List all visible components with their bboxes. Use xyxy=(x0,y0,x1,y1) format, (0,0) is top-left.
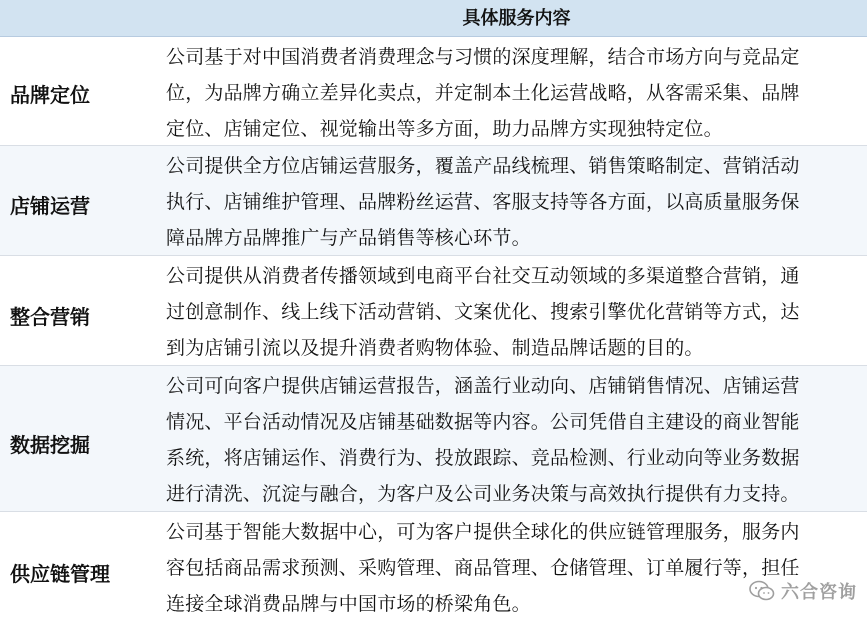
description-line: 公司基于对中国消费者消费理念与习惯的深度理解，结合市场方向与竞品定 xyxy=(166,46,800,68)
description-line: 进行清洗、沉淀与融合，为客户及公司业务决策与高效执行提供有力支持。 xyxy=(166,483,800,505)
table-row-supply-chain xyxy=(0,512,867,622)
description-line: 执行、店铺维护管理、品牌粉丝运营、客服支持等各方面，以高质量服务保 xyxy=(166,191,800,213)
description-line: 到为店铺引流以及提升消费者购物体验、制造品牌话题的目的。 xyxy=(166,337,704,359)
row-description xyxy=(166,148,860,256)
description-line: 情况、平台活动情况及店铺基础数据等内容。公司凭借自主建设的商业智能 xyxy=(166,411,800,433)
watermark xyxy=(749,578,857,604)
description-line: 容包括商品需求预测、采购管理、商品管理、仓储管理、订单履行等，担任 xyxy=(166,557,800,579)
row-description xyxy=(166,368,860,512)
description-line: 系统，将店铺运作、消费行为、投放跟踪、竞品检测、行业动向等业务数据 xyxy=(166,447,800,469)
table-row-store-operation xyxy=(0,146,867,256)
row-label: 店铺运营 xyxy=(10,194,90,218)
description-line: 公司提供全方位店铺运营服务，覆盖产品线梳理、销售策略制定、营销活动 xyxy=(166,155,800,177)
table-row-data-mining xyxy=(0,366,867,512)
row-label: 供应链管理 xyxy=(10,562,110,586)
table-header xyxy=(0,0,867,37)
description-line: 过创意制作、线上线下活动营销、文案优化、搜索引擎优化营销等方式，达 xyxy=(166,301,800,323)
description-line: 连接全球消费品牌与中国市场的桥梁角色。 xyxy=(166,593,531,615)
watermark-text: 六合咨询 xyxy=(781,582,857,603)
description-line: 公司提供从消费者传播领域到电商平台社交互动领域的多渠道整合营销，通 xyxy=(166,265,800,287)
row-label: 整合营销 xyxy=(10,305,90,329)
row-label: 数据挖掘 xyxy=(10,433,90,457)
description-line: 公司基于智能大数据中心，可为客户提供全球化的供应链管理服务，服务内 xyxy=(166,521,800,543)
row-label: 品牌定位 xyxy=(10,83,90,107)
table-row-integrated-marketing xyxy=(0,256,867,366)
row-description xyxy=(166,39,860,147)
wechat-icon xyxy=(749,580,775,602)
description-line: 位，为品牌方确立差异化卖点，并定制本土化运营战略，从客需采集、品牌 xyxy=(166,82,800,104)
row-description xyxy=(166,258,860,366)
table-row-brand-positioning xyxy=(0,37,867,146)
row-description xyxy=(166,514,860,622)
description-line: 定位、店铺定位、视觉输出等多方面，助力品牌方实现独特定位。 xyxy=(166,118,723,140)
description-line: 障品牌方品牌推广与产品销售等核心环节。 xyxy=(166,227,531,249)
description-line: 公司可向客户提供店铺运营报告，涵盖行业动向、店铺销售情况、店铺运营 xyxy=(166,375,800,397)
header-title: 具体服务内容 xyxy=(462,8,571,29)
